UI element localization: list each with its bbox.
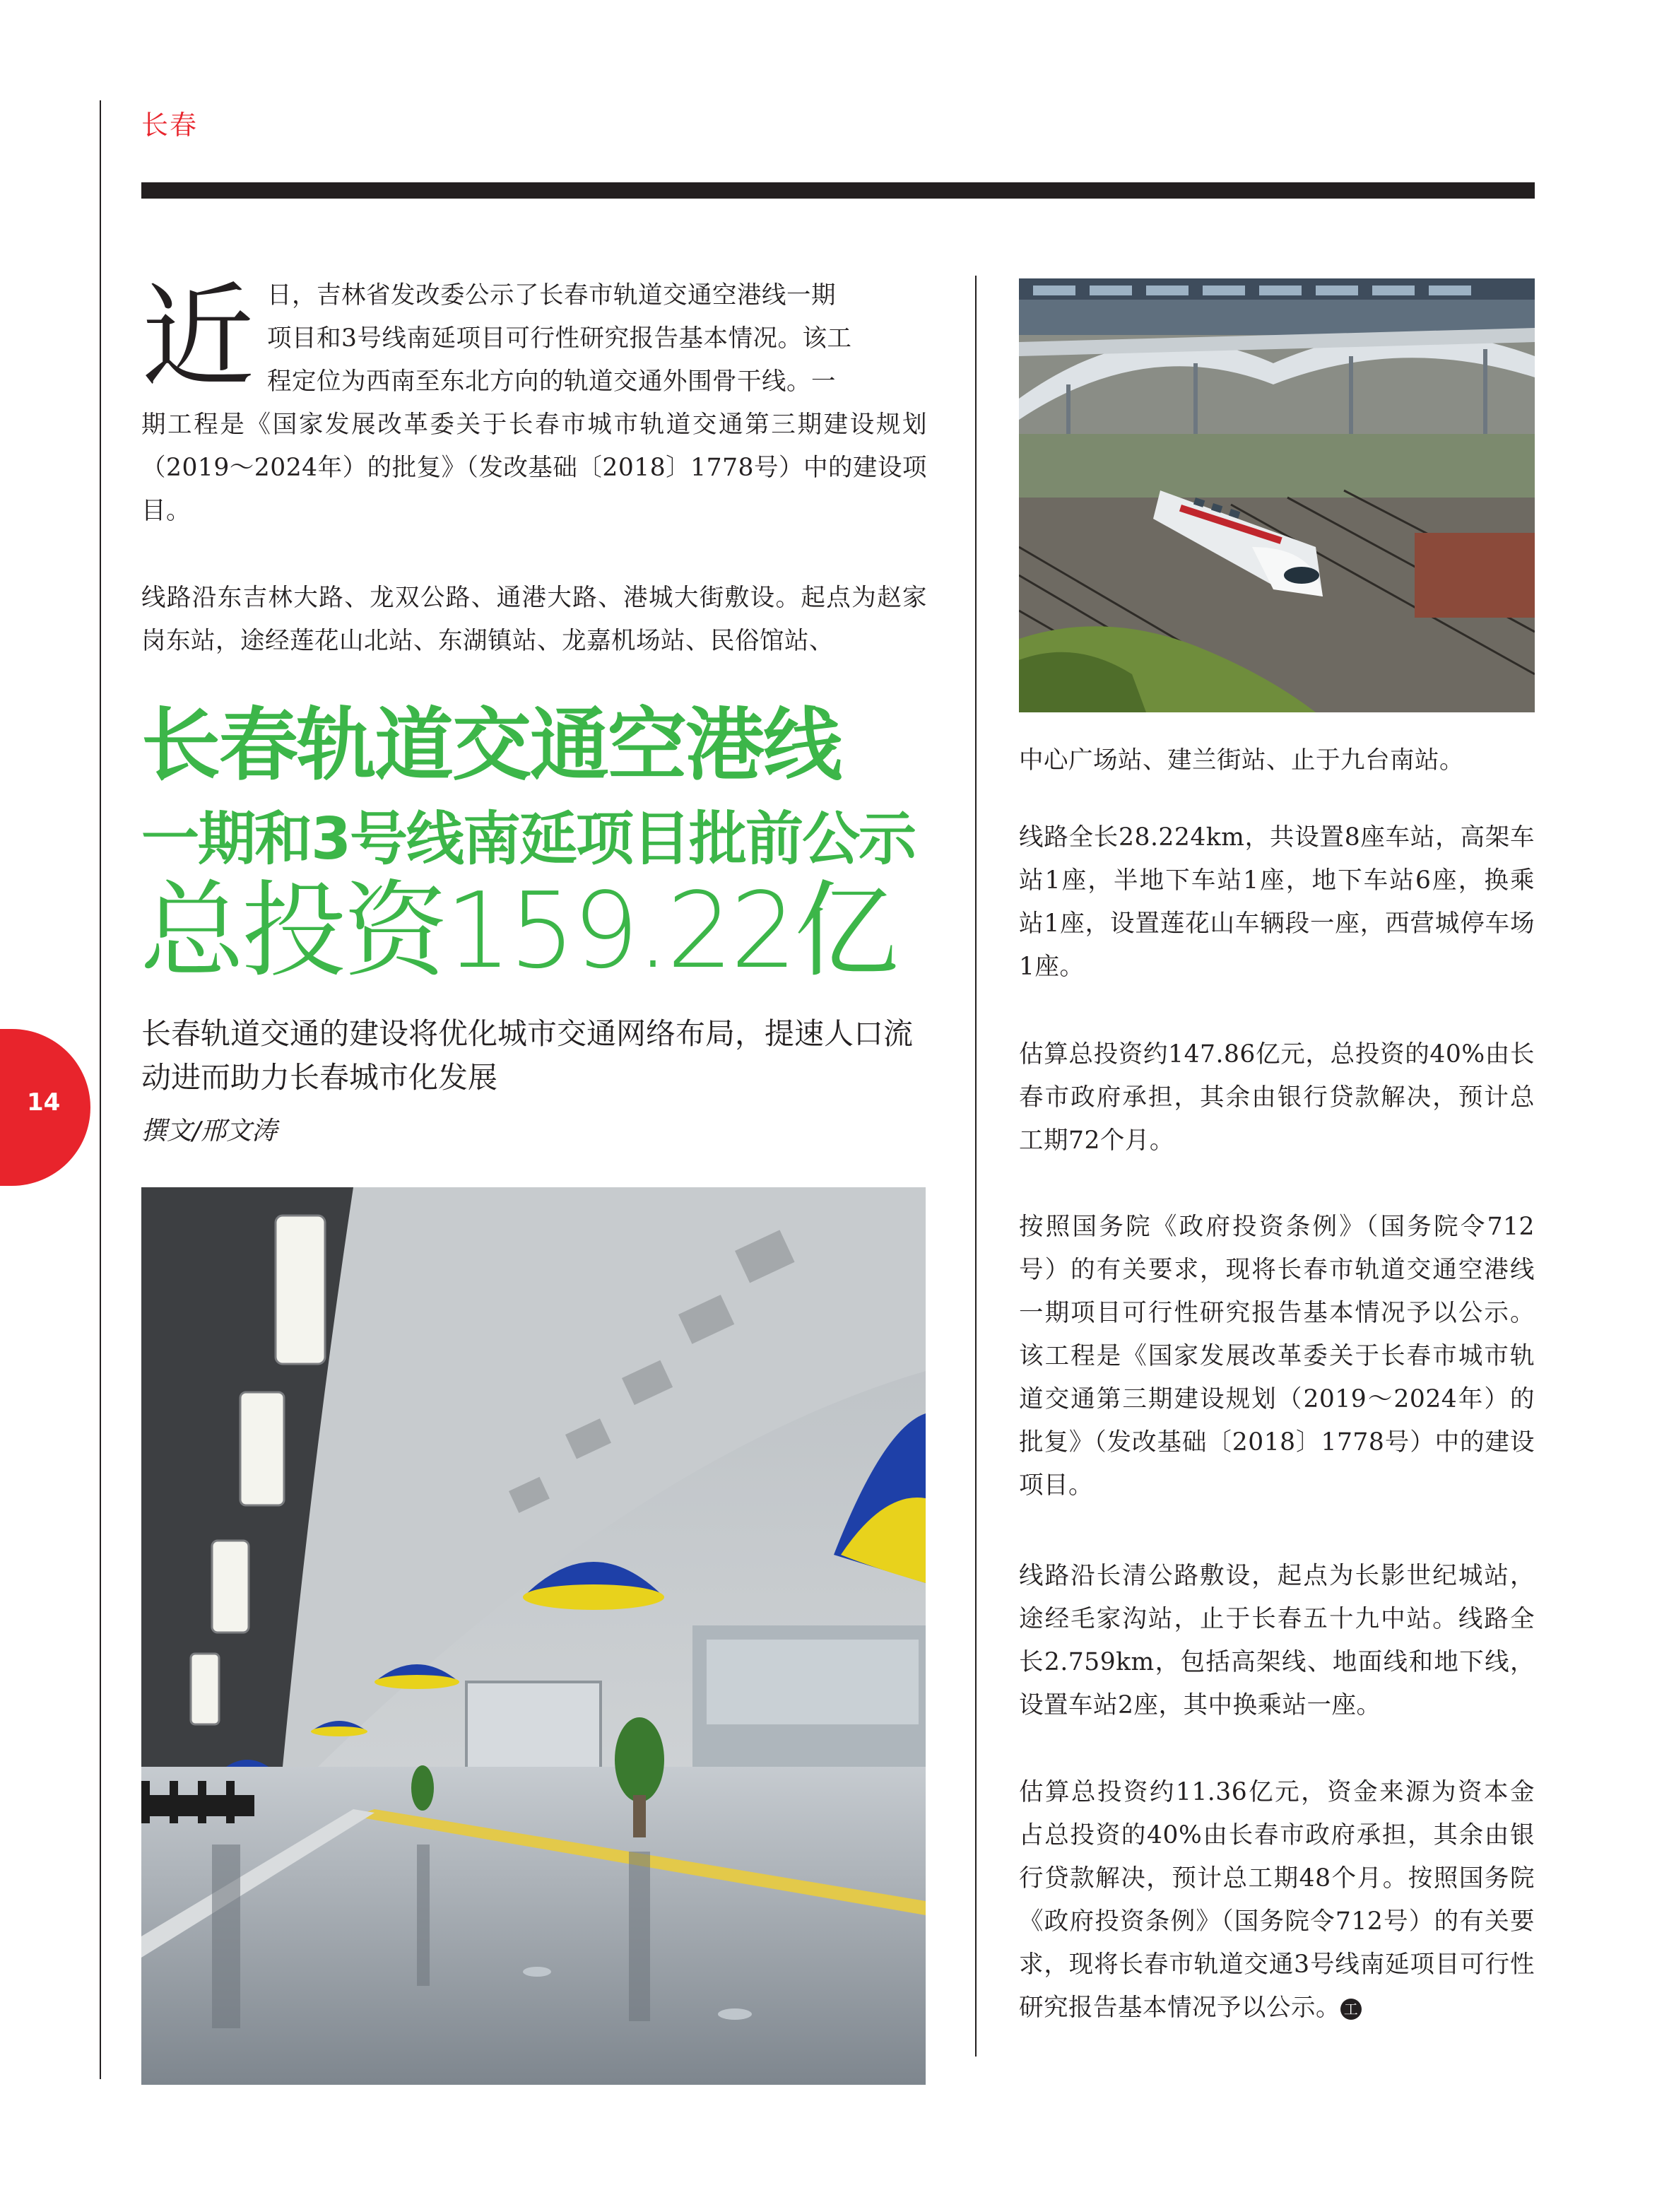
column-divider (975, 276, 977, 2057)
drop-cap: 近 (141, 271, 255, 403)
headline-investment: 总投资159.22亿 (140, 870, 896, 992)
intro-paragraph-rest: 期工程是《国家发展改革委关于长春市城市轨道交通第三期建设规划（2019～2024年）的批复》（发改基础〔2018〕1778号）中的建设项目。 (141, 411, 927, 525)
intro-line-1: 日，吉林省发改委公示了长春市轨道交通空港线一期 (267, 281, 836, 310)
intro-line-3: 程定位为西南至东北方向的轨道交通外围骨干线。一 (267, 367, 836, 396)
intro-lines (267, 274, 924, 404)
subway-platform-photo (141, 1187, 926, 2085)
paragraph-investment-1: 估算总投资约147.86亿元，总投资的40%由长春市政府承担，其余由银行贷款解决，预计总工期72个月。 (1019, 1040, 1535, 1155)
paragraph-route-start: 线路沿东吉林大路、龙双公路、通港大路、港城大街敷设。起点为赵家岗东站，途经莲花山北站、东湖镇站、龙嘉机场站、民俗馆站、 (141, 584, 927, 655)
left-margin-rule (100, 100, 101, 2079)
intro-line-2: 项目和3号线南延项目可行性研究报告基本情况。该工 (267, 324, 852, 353)
headline-line-2: 一期和3号线南延项目批前公示 (141, 806, 916, 873)
train-station-photo (1019, 278, 1535, 712)
headline-line-1: 长春轨道交通空港线 (141, 700, 841, 792)
page-number: 14 (27, 1088, 61, 1117)
section-label: 长春 (141, 110, 199, 141)
paragraph-regulation-1: 按照国务院《政府投资条例》（国务院令712号）的有关要求，现将长春市轨道交通空港线一期项目可行性研究报告基本情况予以公示。该工程是《国家发展改革委关于长春市城市轨道交通第三期建设规划（2019～2024年）的批复》（发改基础〔2018〕1778号）中的建设项目。 (1019, 1213, 1535, 1500)
byline: 撰文/邢文涛 (141, 1117, 278, 1146)
paragraph-route-end: 中心广场站、建兰街站、止于九台南站。 (1019, 746, 1464, 775)
paragraph-investment-2 (1019, 1771, 1535, 2030)
subtitle: 长春轨道交通的建设将优化城市交通网络布局，提速人口流动进而助力长春城市化发展 (141, 1016, 914, 1095)
end-mark-icon: 工 (1340, 1999, 1362, 2020)
header-bar (141, 182, 1535, 199)
paragraph-investment-2-text: 估算总投资约11.36亿元，资金来源为资本金占总投资的40%由长春市政府承担，其余由银行贷款解决，预计总工期48个月。按照国务院《政府投资条例》（国务院令712号）的有关要求，现将长春市轨道交通3号线南延项目可行性研究报告基本情况予以公示。 (1019, 1778, 1535, 2022)
paragraph-line-length: 线路全长28.224km，共设置8座车站，高架车站1座，半地下车站1座，地下车站6座，换乘站1座，设置莲花山车辆段一座，西营城停车场1座。 (1019, 823, 1535, 981)
paragraph-line3-route: 线路沿长清公路敷设，起点为长影世纪城站，途经毛家沟站，止于长春五十九中站。线路全长2.759km，包括高架线、地面线和地下线，设置车站2座，其中换乘站一座。 (1019, 1562, 1535, 1719)
